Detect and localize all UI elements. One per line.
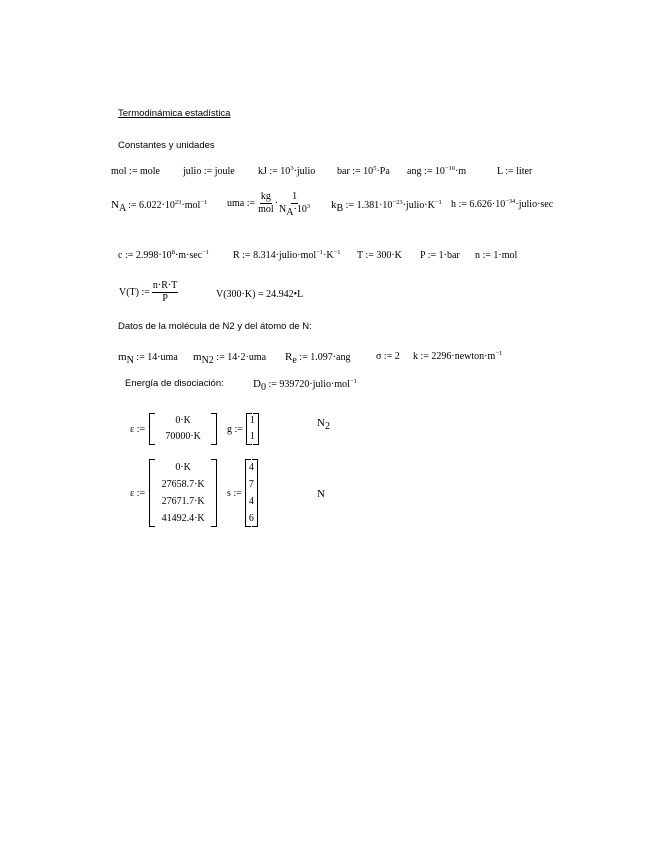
matrix-cell: 0·K <box>175 461 191 473</box>
matrix-cell: 70000·K <box>165 431 201 442</box>
bond-length-definition: Re := 1.097·ang <box>285 351 351 366</box>
matrix-cell: 6 <box>248 512 254 524</box>
molecule-heading: Datos de la molécula de N2 y del átomo de N: <box>118 321 312 332</box>
planck-definition: h := $6.626\cdot 10^{-34}\cdot julio\cdot\sec$ <box>451 198 554 210</box>
boltzmann-definition: kB := $1.381\cdot 10^{-23}\cdot julio\cdot K^{-1}$ <box>331 199 442 214</box>
avogadro-definition: NA := $6.022\cdot 10^{23}\cdot mol^{-1}$ <box>111 199 208 214</box>
n2-energy-matrix: ε := 0·K 70000·K <box>130 413 217 445</box>
gas-constant-definition: R := $8.314\cdot julio\cdot mol^{-1}\cdot K^{-1}$ <box>233 249 341 261</box>
julio-definition: julio := joule <box>183 166 235 177</box>
units-heading: Constantes y unidades <box>118 140 215 151</box>
light-speed-definition: c := $2.998\cdot 10^8\cdot m\cdot\sec^{-1}$ <box>118 249 210 261</box>
page-title: Termodinámica estadística <box>118 108 231 119</box>
matrix-cell: 41492.4·K <box>161 512 205 524</box>
n2-mass-definition: mN2 := 14·2·uma <box>193 351 267 366</box>
n2-degeneracy-matrix: g := 1 1 <box>227 413 259 445</box>
matrix-cell: 7 <box>248 478 254 490</box>
mol-definition: mol := mole <box>111 166 160 177</box>
kj-definition: kJ := $10^3\cdot julio$ <box>258 165 316 177</box>
symmetry-number-definition: σ := 2 <box>376 351 400 362</box>
uma-definition: uma := $\frac{kg}{\text{mol}}$ · $\frac{1}{NA\cdot 10^3}$ <box>227 191 311 218</box>
volume-evaluation: V(300·K) = 24.942•L <box>216 289 304 300</box>
force-constant-definition: k := $2296\cdot newton\cdot m^{-1}$ <box>413 350 503 362</box>
dissociation-energy-definition: D0 := 939720·julio·mol$^{-1}$ <box>253 378 357 393</box>
n-mass-definition: mN := 14·uma <box>118 351 178 366</box>
matrix-cell: 0·K <box>175 415 191 426</box>
n-energy-matrix: ε := 0·K 27658.7·K 27671.7·K 41492.4·K <box>130 459 217 527</box>
matrix-cell: 4 <box>248 495 254 507</box>
liter-definition: L := liter <box>497 166 533 177</box>
n-label: N <box>317 488 325 500</box>
matrix-cell: 27671.7·K <box>161 495 205 507</box>
matrix-cell: 1 <box>249 415 255 426</box>
matrix-cell: 4 <box>248 461 254 473</box>
pressure-definition: P := 1·bar <box>420 250 460 261</box>
moles-definition: n := 1·mol <box>475 250 518 261</box>
temperature-definition: T := 300·K <box>357 250 402 261</box>
bar-definition: bar := $10^5\cdot Pa$ <box>337 165 390 177</box>
matrix-cell: 27658.7·K <box>161 478 205 490</box>
n-degeneracy-matrix: s := 4 7 4 6 <box>227 459 258 527</box>
dissociation-label: Energía de disociación: <box>125 378 224 389</box>
ang-definition: ang := $10^{-10}\cdot m$ <box>407 165 467 177</box>
n2-label: N2 <box>317 417 330 432</box>
matrix-cell: 1 <box>249 431 255 442</box>
volume-function: V(T) := $\frac{n\cdot R\cdot T}{P}$ <box>119 280 178 304</box>
